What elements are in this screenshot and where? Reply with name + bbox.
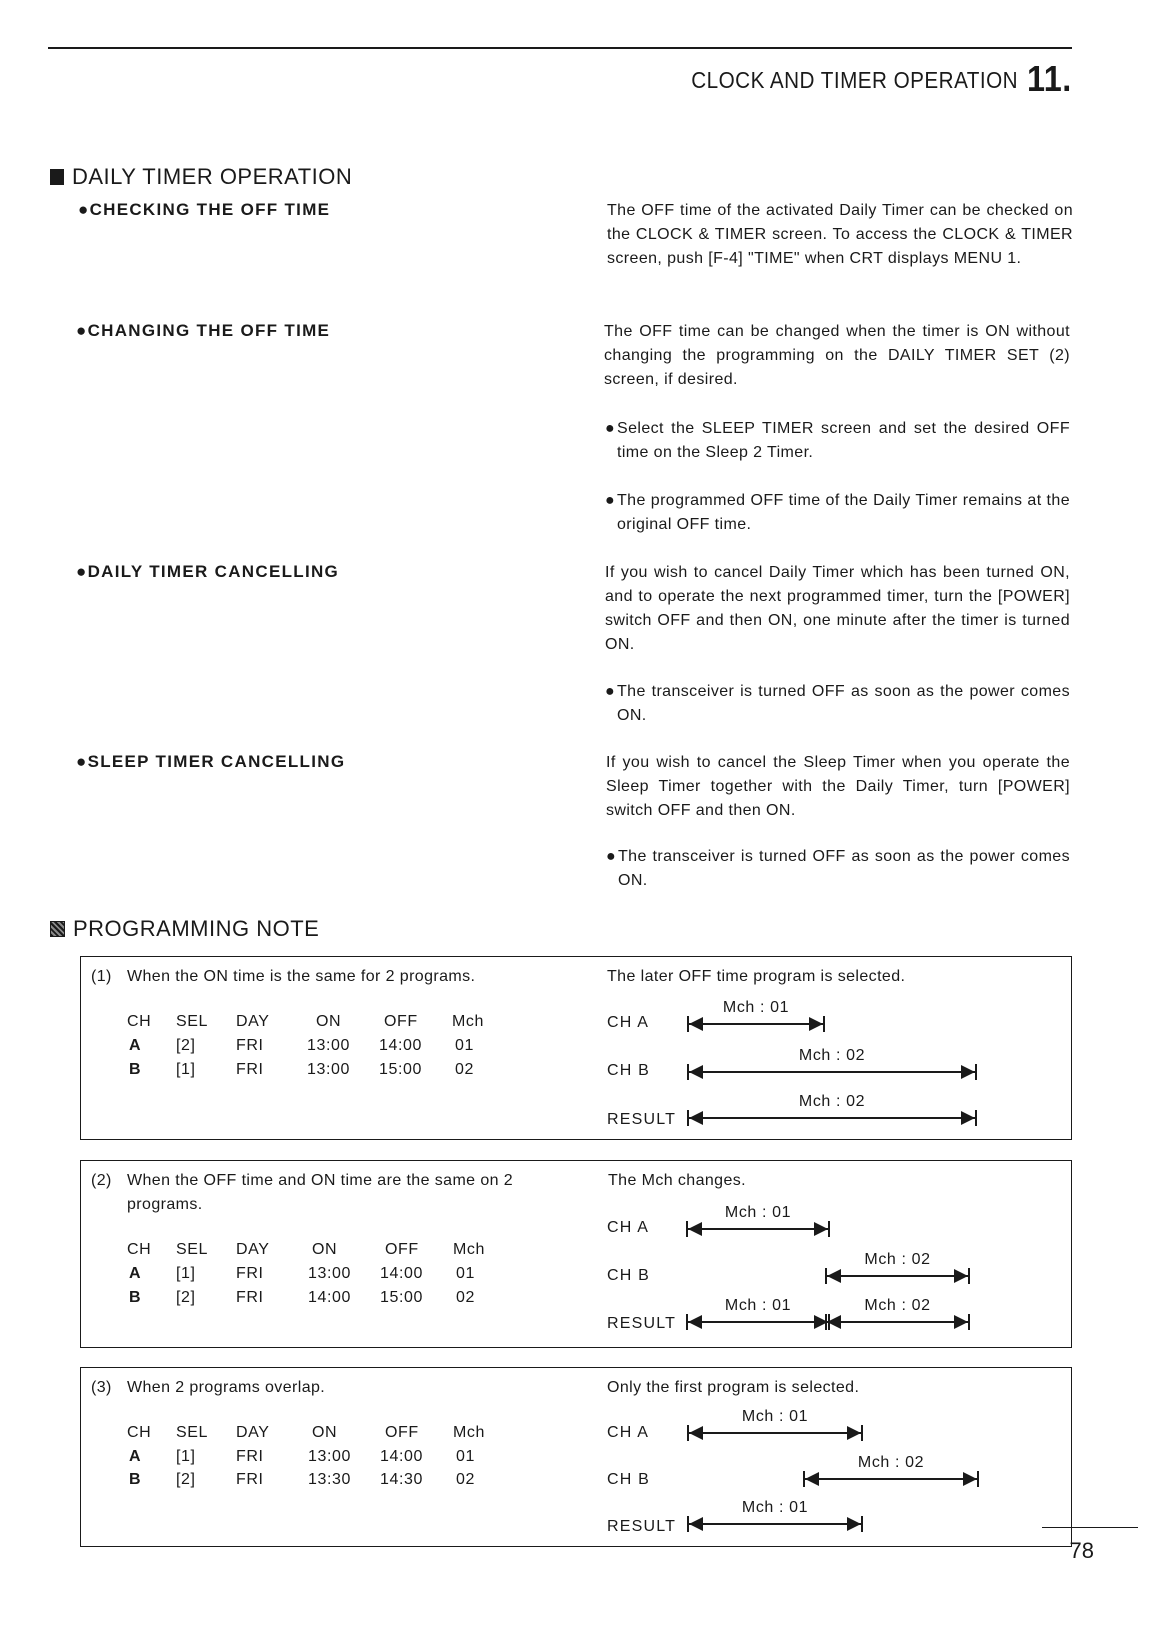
header-sel: SEL <box>176 1424 209 1441</box>
box-2-result-bar-1-label: Mch : 01 <box>724 1297 792 1314</box>
box-2-condition: When the OFF time and ON time are the same on 2 <box>127 1172 514 1189</box>
header-ch: CH <box>127 1241 152 1258</box>
row-a-sel: [1] <box>176 1265 196 1282</box>
row-b-on: 14:00 <box>308 1289 352 1306</box>
top-rule <box>48 47 1072 49</box>
row-a-off: 14:00 <box>379 1037 423 1054</box>
box-1-cha-label: CH A <box>607 1014 650 1031</box>
header-on: ON <box>312 1241 338 1258</box>
cancelling-bullet <box>605 680 1070 728</box>
row-b-off: 14:30 <box>380 1471 424 1488</box>
box-3-chb-bar-label: Mch : 02 <box>857 1454 925 1471</box>
row-b-mch: 02 <box>455 1061 474 1078</box>
row-a-day: FRI <box>236 1265 264 1282</box>
box-1-chb-label: CH B <box>607 1062 651 1079</box>
row-a-on: 13:00 <box>307 1037 351 1054</box>
row-b-day: FRI <box>236 1061 264 1078</box>
page-number: 78 <box>1069 1538 1094 1563</box>
row-b-on: 13:30 <box>308 1471 352 1488</box>
box-3-cha-bar <box>687 1408 863 1442</box>
box-1-result-bar-label: Mch : 02 <box>798 1093 866 1110</box>
header-mch: Mch <box>453 1424 486 1441</box>
row-a-day: FRI <box>236 1448 264 1465</box>
box-2-result-bar-2 <box>825 1297 970 1331</box>
row-a-mch: 01 <box>455 1037 474 1054</box>
row-b-day: FRI <box>236 1471 264 1488</box>
box-3-result-bar-label: Mch : 01 <box>741 1499 809 1516</box>
box-2-result-bar-1 <box>686 1297 830 1331</box>
row-b-off: 15:00 <box>379 1061 423 1078</box>
sleep-bullet-text: The transceiver is turned OFF as soon as the power comes ON. <box>618 848 1070 889</box>
row-b-ch: B <box>129 1289 142 1306</box>
row-a-ch: A <box>129 1448 142 1465</box>
changing-bullet-2 <box>605 489 1070 537</box>
box-2-condition-line2: programs. <box>127 1196 203 1213</box>
row-b-day: FRI <box>236 1289 264 1306</box>
box-3-result-label: RESULT <box>607 1518 677 1535</box>
box-1-chb-bar-label: Mch : 02 <box>798 1047 866 1064</box>
row-a-sel: [1] <box>176 1448 196 1465</box>
cancelling-text: If you wish to cancel Daily Timer which has been turned ON, and to operate the next programmed timer, turn the [POWER] switch OFF and then ON, one minute after the timer is turned ON. <box>605 564 1070 653</box>
header-off: OFF <box>385 1424 419 1441</box>
changing-bullet-1 <box>605 417 1070 465</box>
box-1-cha-bar <box>687 999 825 1033</box>
row-b-mch: 02 <box>456 1289 475 1306</box>
bullet-dot: ● <box>605 420 616 437</box>
box-2-chb-bar <box>825 1251 970 1285</box>
box-3-condition: When 2 programs overlap. <box>127 1379 326 1396</box>
note-box-2 <box>80 1160 1072 1348</box>
bullet-dot: ● <box>606 848 617 865</box>
row-b-ch: B <box>129 1061 142 1078</box>
row-a-mch: 01 <box>456 1265 475 1282</box>
changing-bullet-2-text: The programmed OFF time of the Daily Timer remains at the original OFF time. <box>617 492 1070 533</box>
box-3-number: (3) <box>91 1379 112 1396</box>
box-1-number: (1) <box>91 968 112 985</box>
changing-heading: ●CHANGING THE OFF TIME <box>76 321 331 340</box>
chapter-number: 11. <box>1027 58 1072 99</box>
header-off: OFF <box>384 1013 418 1030</box>
row-b-off: 15:00 <box>380 1289 424 1306</box>
box-2-chb-bar-label: Mch : 02 <box>864 1251 931 1268</box>
note-box-1 <box>80 956 1072 1140</box>
box-1-chb-bar <box>687 1047 977 1081</box>
header-day: DAY <box>236 1424 270 1441</box>
row-a-day: FRI <box>236 1037 264 1054</box>
box-3-result-text: Only the first program is selected. <box>607 1379 860 1396</box>
header-ch: CH <box>127 1424 152 1441</box>
changing-bullet-1-text: Select the SLEEP TIMER screen and set the desired OFF time on the Sleep 2 Timer. <box>617 420 1070 461</box>
cancelling-bullet-text: The transceiver is turned OFF as soon as the power comes ON. <box>617 683 1070 724</box>
box-3-chb-bar <box>803 1454 979 1488</box>
box-2-cha-label: CH A <box>607 1219 650 1236</box>
row-b-sel: [1] <box>176 1061 196 1078</box>
header-on: ON <box>312 1424 338 1441</box>
row-a-off: 14:00 <box>380 1265 424 1282</box>
header-mch: Mch <box>452 1013 485 1030</box>
note-box-3 <box>80 1367 1072 1547</box>
header-off: OFF <box>385 1241 419 1258</box>
row-a-on: 13:00 <box>308 1448 352 1465</box>
changing-text: The OFF time can be changed when the timer is ON without changing the programming on the DAILY TIMER SET (2) screen, if desired. <box>604 323 1070 388</box>
header-title: CLOCK AND TIMER OPERATION <box>691 67 1019 93</box>
box-2-number: (2) <box>91 1172 112 1189</box>
box-1-condition: When the ON time is the same for 2 programs. <box>127 968 476 985</box>
row-a-mch: 01 <box>456 1448 475 1465</box>
box-1-result-text: The later OFF time program is selected. <box>607 968 906 985</box>
header-day: DAY <box>236 1241 270 1258</box>
box-1-result-label: RESULT <box>607 1111 677 1128</box>
page-header <box>692 58 1072 100</box>
sleep-text: If you wish to cancel the Sleep Timer when you operate the Sleep Timer together with the Daily Timer, turn [POWER] switch OFF and then ON. <box>606 754 1070 819</box>
checking-text: The OFF time of the activated Daily Timer can be checked on the CLOCK & TIMER screen. To access the CLOCK & TIMER screen, push [F-4] "TIME" when CRT displays MENU 1. <box>607 202 1073 267</box>
programming-note-title <box>50 916 319 942</box>
row-b-on: 13:00 <box>307 1061 351 1078</box>
header-day: DAY <box>236 1013 270 1030</box>
sleep-heading: ●SLEEP TIMER CANCELLING <box>76 752 346 771</box>
header-ch: CH <box>127 1013 152 1030</box>
header-sel: SEL <box>176 1241 209 1258</box>
box-2-chb-label: CH B <box>607 1267 651 1284</box>
header-sel: SEL <box>176 1013 209 1030</box>
row-a-off: 14:00 <box>380 1448 424 1465</box>
row-a-sel: [2] <box>176 1037 196 1054</box>
header-on: ON <box>316 1013 342 1030</box>
page-number-rule <box>1042 1527 1138 1528</box>
bullet-dot: ● <box>605 683 616 700</box>
box-3-cha-label: CH A <box>607 1424 650 1441</box>
box-1-cha-bar-label: Mch : 01 <box>722 999 790 1016</box>
row-a-on: 13:00 <box>308 1265 352 1282</box>
box-2-cha-bar <box>686 1204 830 1238</box>
row-b-sel: [2] <box>176 1471 196 1488</box>
box-2-cha-bar-label: Mch : 01 <box>724 1204 792 1221</box>
daily-timer-title <box>50 164 352 190</box>
row-b-sel: [2] <box>176 1289 196 1306</box>
black-square-icon <box>50 169 64 185</box>
box-3-result-bar <box>687 1499 863 1533</box>
box-2-result-label: RESULT <box>607 1315 677 1332</box>
daily-timer-title-text: DAILY TIMER OPERATION <box>72 164 353 189</box>
hatched-square-icon <box>50 921 65 937</box>
cancelling-heading: ●DAILY TIMER CANCELLING <box>76 562 340 581</box>
box-2-result-text: The Mch changes. <box>608 1172 747 1189</box>
row-a-ch: A <box>129 1265 142 1282</box>
row-b-mch: 02 <box>456 1471 475 1488</box>
box-2-result-bar-2-label: Mch : 02 <box>864 1297 931 1314</box>
box-3-chb-label: CH B <box>607 1471 651 1488</box>
bullet-dot: ● <box>605 492 616 509</box>
box-3-cha-bar-label: Mch : 01 <box>741 1408 809 1425</box>
header-mch: Mch <box>453 1241 486 1258</box>
box-1-result-bar <box>687 1093 977 1127</box>
checking-heading: ●CHECKING THE OFF TIME <box>78 200 331 219</box>
programming-note-title-text: PROGRAMMING NOTE <box>73 916 320 941</box>
sleep-bullet <box>606 845 1070 893</box>
row-b-ch: B <box>129 1471 142 1488</box>
row-a-ch: A <box>129 1037 142 1054</box>
